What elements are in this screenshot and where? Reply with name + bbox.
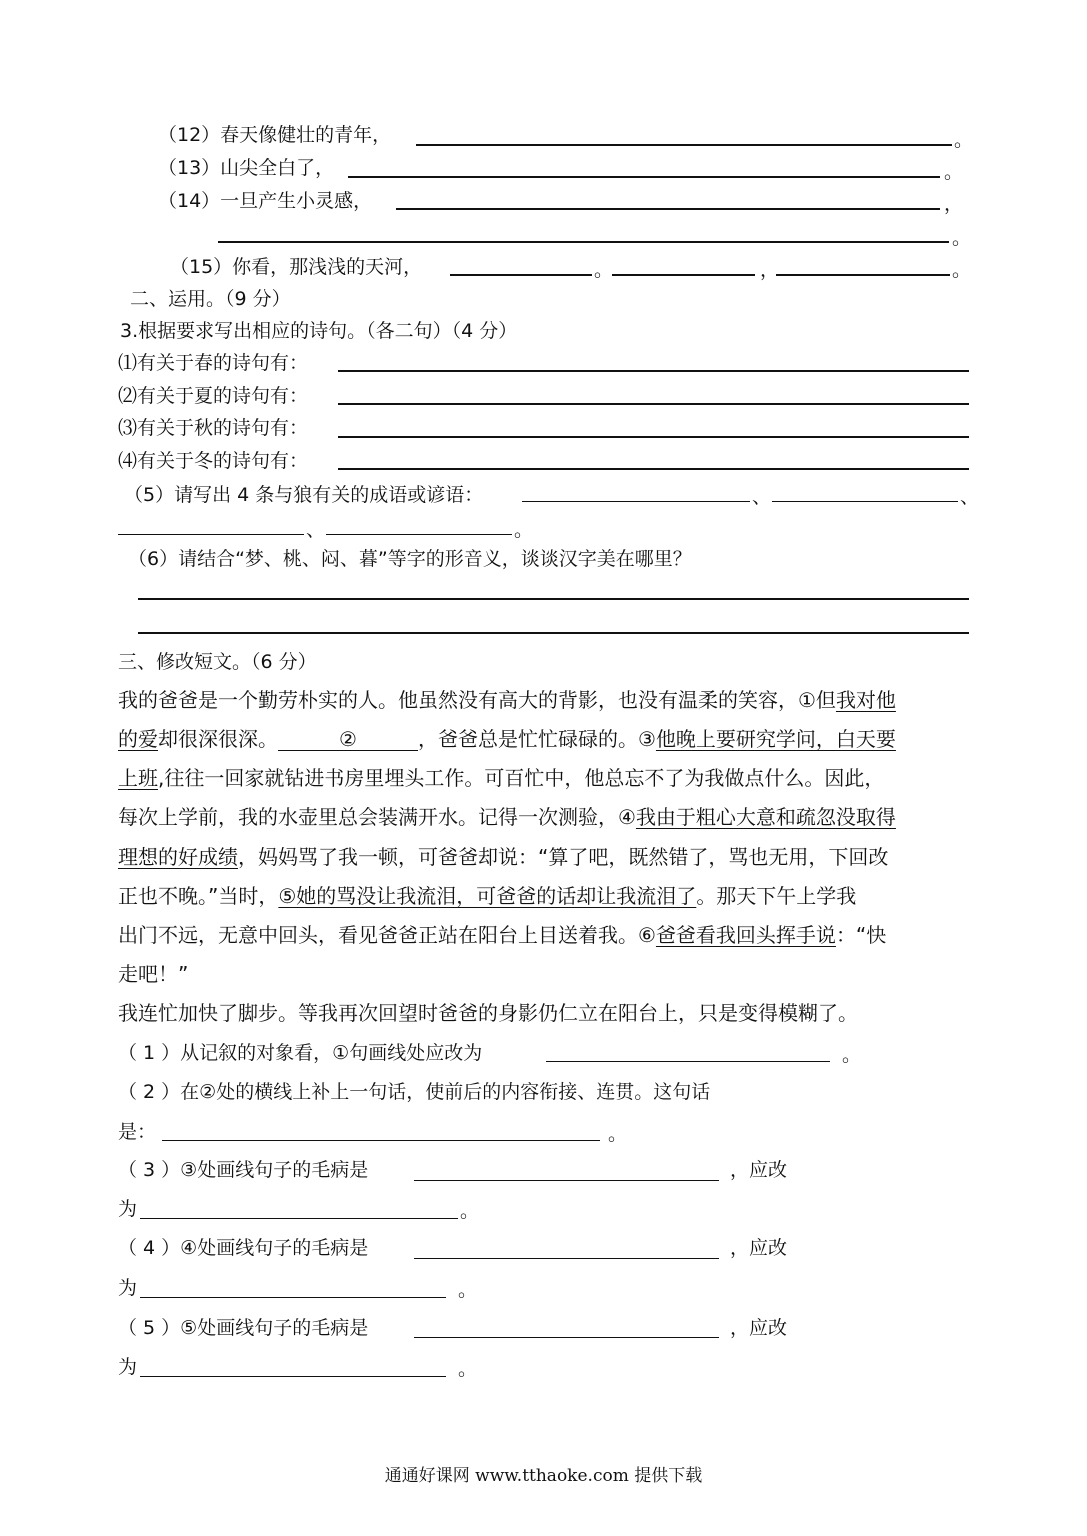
subq-4-blank[interactable] xyxy=(414,1258,719,1259)
essay-line-2: 的爱却很深很深。 ② ，爸爸总是忙忙碌碌的。③他晚上要研究学问，白天要 xyxy=(118,727,896,751)
essay-line-3: 上班,往往一回家就钻进书房里埋头工作。可百忙中，他总忘不了为我做点什么。因此， xyxy=(118,766,885,790)
subq-3-fix-end: 。 xyxy=(460,1200,480,1222)
subq-2-end: 。 xyxy=(608,1123,628,1145)
question-14: （14）一旦产生小灵感， xyxy=(158,190,373,212)
hanzi-answer-blank-1[interactable] xyxy=(138,598,969,600)
wolf-idiom-blank-3[interactable] xyxy=(118,534,304,535)
question-6-hanzi: （6）请结合“梦、桃、闷、暮”等字的形音义，谈谈汉字美在哪里？ xyxy=(128,548,692,570)
wolf-sep-1: 、 xyxy=(752,486,772,508)
subq-3-label: 为 xyxy=(118,1198,138,1220)
subq-5-end: ，应改 xyxy=(730,1317,788,1339)
q14-period: 。 xyxy=(952,227,972,249)
q13-period: 。 xyxy=(944,161,964,183)
answer-blank-13[interactable] xyxy=(348,176,940,178)
summer-poem-label: ⑵有关于夏的诗句有： xyxy=(118,385,309,407)
wolf-period: 。 xyxy=(514,519,534,541)
answer-blank-12[interactable] xyxy=(416,144,952,146)
answer-blank-14b[interactable] xyxy=(218,241,949,243)
q15-period-2: 。 xyxy=(952,259,972,281)
answer-blank-14a[interactable] xyxy=(396,208,940,210)
subq-3: （ 3 ）③处画线句子的毛病是 xyxy=(118,1159,369,1181)
q12-period: 。 xyxy=(954,129,974,151)
subq-4-label: 为 xyxy=(118,1277,138,1299)
subq-5-label: 为 xyxy=(118,1356,138,1378)
subq-3-end: ，应改 xyxy=(730,1159,788,1181)
section-3-heading: 三、修改短文。（6 分） xyxy=(118,651,317,673)
summer-poem-blank[interactable] xyxy=(338,403,969,405)
essay-blank-2[interactable]: ② xyxy=(278,728,418,751)
spring-poem-blank[interactable] xyxy=(338,370,969,372)
subq-3-blank[interactable] xyxy=(414,1180,719,1181)
subq-1: （ 1 ）从记叙的对象看，①句画线处应改为 xyxy=(118,1042,483,1064)
essay-line-9: 我连忙加快了脚步。等我再次回望时爸爸的身影仍仁立在阳台上，只是变得模糊了。 xyxy=(118,1001,858,1025)
subq-4-fix-blank[interactable] xyxy=(140,1297,446,1298)
answer-blank-15b[interactable] xyxy=(612,274,755,276)
hanzi-answer-blank-2[interactable] xyxy=(138,632,969,634)
subq-2: （ 2 ）在②处的横线上补上一句话，使前后的内容衔接、连贯。这句话 xyxy=(118,1081,711,1103)
wolf-sep-3: 、 xyxy=(306,519,326,541)
q15-period-1: 。 xyxy=(594,259,614,281)
subq-5-fix-end: 。 xyxy=(458,1358,478,1380)
subq-2-label: 是： xyxy=(118,1121,157,1143)
subq-4-fix-end: 。 xyxy=(458,1279,478,1301)
q14-comma: ， xyxy=(944,193,964,215)
subq-1-end: 。 xyxy=(842,1044,862,1066)
winter-poem-label: ⑷有关于冬的诗句有： xyxy=(118,450,309,472)
subq-2-blank[interactable] xyxy=(162,1140,600,1141)
question-15: （15）你看，那浅浅的天河， xyxy=(170,256,423,278)
wolf-idiom-blank-4[interactable] xyxy=(326,534,512,535)
subq-5-blank[interactable] xyxy=(414,1337,719,1338)
essay-line-1: 我的爸爸是一个勤劳朴实的人。他虽然没有高大的背影，也没有温柔的笑容，①但我对他 xyxy=(118,688,896,712)
wolf-idiom-blank-1[interactable] xyxy=(522,501,750,502)
autumn-poem-label: ⑶有关于秋的诗句有： xyxy=(118,417,309,439)
footer-url[interactable]: www.tthaoke.com xyxy=(475,1466,629,1486)
question-12: （12）春天像健壮的青年， xyxy=(158,124,392,146)
page-footer xyxy=(0,1461,1087,1486)
essay-line-8: 走吧！” xyxy=(118,962,189,986)
autumn-poem-blank[interactable] xyxy=(338,436,969,438)
answer-blank-15a[interactable] xyxy=(450,274,592,276)
answer-blank-15c[interactable] xyxy=(776,274,950,276)
footer-site-name: 通通好课网 xyxy=(384,1466,470,1486)
question-5-wolf: （5）请写出 4 条与狼有关的成语或谚语： xyxy=(124,484,484,506)
subq-5: （ 5 ）⑤处画线句子的毛病是 xyxy=(118,1317,369,1339)
subq-4-end: ，应改 xyxy=(730,1237,788,1259)
wolf-idiom-blank-2[interactable] xyxy=(772,501,958,502)
subq-3-fix-blank[interactable] xyxy=(140,1218,458,1219)
subq-4: （ 4 ）④处画线句子的毛病是 xyxy=(118,1237,369,1259)
question-13: （13）山尖全白了， xyxy=(158,157,335,179)
essay-line-5: 理想的好成绩，妈妈骂了我一顿，可爸爸却说：“算了吧，既然错了，骂也无用，下回改 xyxy=(118,845,889,869)
subq-5-fix-blank[interactable] xyxy=(140,1376,446,1377)
subq-1-blank[interactable] xyxy=(546,1061,830,1062)
essay-line-7: 出门不远，无意中回头，看见爸爸正站在阳台上目送着我。⑥爸爸看我回头挥手说：“快 xyxy=(118,923,887,947)
essay-line-6: 正也不晚。”当时，⑤她的骂没让我流泪，可爸爸的话却让我流泪了。那天下午上学我 xyxy=(118,884,857,908)
q15-comma: ， xyxy=(760,259,780,281)
footer-download: 提供下载 xyxy=(634,1466,703,1486)
wolf-sep-2: 、 xyxy=(960,486,980,508)
spring-poem-label: ⑴有关于春的诗句有： xyxy=(118,352,309,374)
section-2-heading: 二、运用。（9 分） xyxy=(130,288,291,310)
essay-line-4: 每次上学前，我的水壶里总会装满开水。记得一次测验，④我由于粗心大意和疏忽没取得 xyxy=(118,805,896,829)
winter-poem-blank[interactable] xyxy=(338,468,969,470)
question-3: 3.根据要求写出相应的诗句。（各二句）（4 分） xyxy=(120,320,518,342)
